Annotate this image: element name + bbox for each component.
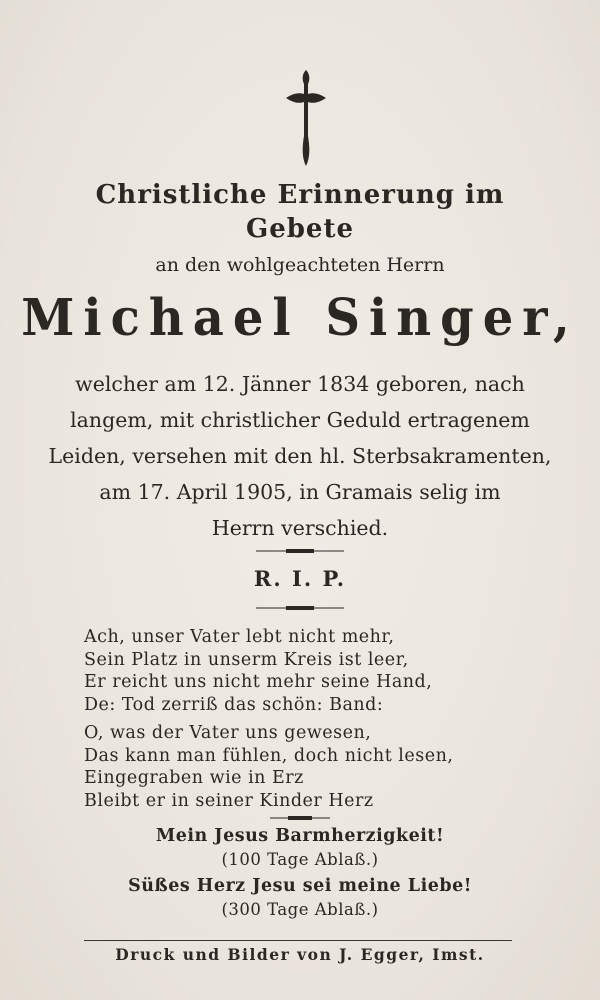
- subtitle: an den wohlgeachteten Herrn: [155, 254, 445, 276]
- biography-text: [38, 366, 562, 546]
- poem-line: Sein Platz in unserm Kreis ist leer,: [84, 649, 409, 670]
- title-line-1: Christliche Erinnerung im: [95, 180, 505, 210]
- text-line: Herrn verschied.: [211, 516, 389, 540]
- poem-line: Bleibt er in seiner Kinder Herz: [84, 790, 374, 811]
- poem-line: Ach, unser Vater lebt nicht mehr,: [84, 627, 395, 647]
- divider-ornament: [256, 604, 344, 612]
- divider-ornament: [256, 814, 344, 822]
- poem-line: Das kann man fühlen, doch nicht lesen,: [84, 745, 454, 766]
- divider-ornament: [256, 547, 344, 555]
- prayer-1: Mein Jesus Barmherzigkeit!: [155, 826, 445, 846]
- deceased-name: Michael Singer,: [21, 288, 579, 348]
- poem-line: Eingegraben wie in Erz: [84, 768, 304, 788]
- indulgence-2: (300 Tage Ablaß.): [221, 900, 379, 919]
- poem-line: De: Tod zerriß das schön: Band:: [84, 694, 384, 715]
- card-title: [0, 178, 600, 246]
- text-line: Leiden, versehen mit den hl. Sterbsakramenten,: [48, 444, 552, 468]
- text-line: welcher am 12. Jänner 1834 geboren, nach: [75, 372, 525, 396]
- poem-line: O, was der Vater uns gewesen,: [84, 723, 372, 743]
- printer-credit: Druck und Bilder von J. Egger, Imst.: [115, 945, 485, 964]
- poem: [84, 626, 453, 812]
- indulgence-1: (100 Tage Ablaß.): [221, 850, 379, 869]
- cross-icon: [282, 66, 330, 170]
- prayer-2: Süßes Herz Jesu sei meine Liebe!: [128, 876, 472, 896]
- rip-text: R. I. P.: [253, 566, 347, 591]
- poem-line: Er reicht uns nicht mehr seine Hand,: [84, 672, 433, 692]
- text-line: langem, mit christlicher Geduld ertragenem: [70, 408, 530, 432]
- printer-rule: [84, 940, 512, 941]
- text-line: am 17. April 1905, in Gramais selig im: [99, 480, 501, 504]
- title-line-2: Gebete: [245, 214, 355, 244]
